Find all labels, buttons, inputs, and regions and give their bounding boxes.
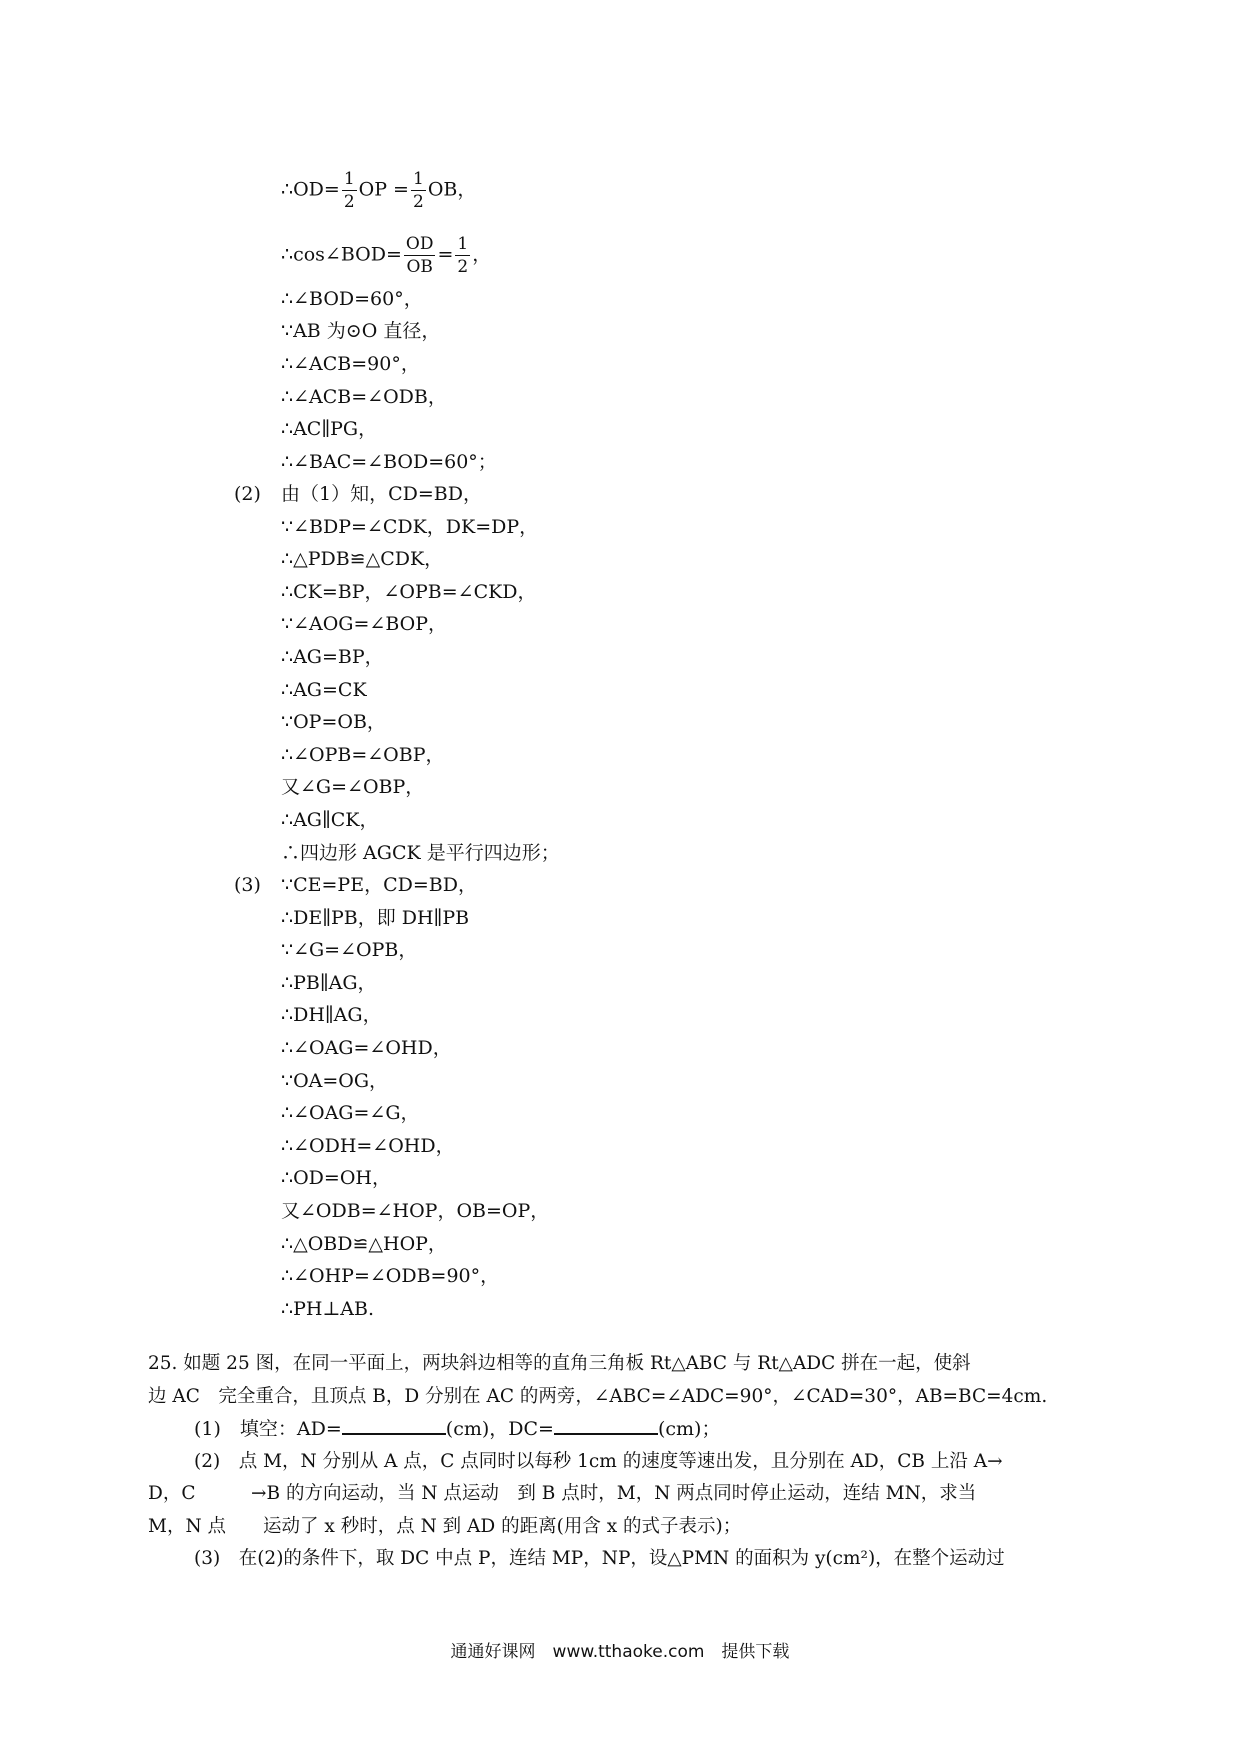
proof-line: ∴四边形 AGCK 是平行四边形；: [281, 842, 560, 864]
proof-line: ∵CE=PE，CD=BD，: [281, 874, 477, 896]
proof-line: ∴OD=OH，: [281, 1167, 391, 1189]
numerator: 1: [412, 169, 424, 189]
proof-line: ∵∠G=∠OPB，: [281, 939, 418, 961]
fraction: [342, 168, 357, 213]
denominator: 2: [343, 192, 355, 212]
proof-line: ∴AG=CK: [281, 679, 367, 701]
proof-line: ∴∠ODH=∠OHD，: [281, 1135, 455, 1157]
proof-line: ∴∠ACB=90°，: [281, 353, 420, 375]
eq-text: ∴cos∠BOD=: [281, 243, 402, 266]
eq-text: ，: [472, 243, 492, 266]
proof-line: ∴∠OAG=∠OHD，: [281, 1037, 452, 1059]
proof-line: ∵OP=OB，: [281, 711, 386, 733]
proof-line: 由（1）知，CD=BD，: [281, 483, 482, 505]
proof-line: ∴PB∥AG，: [281, 972, 377, 994]
equation-cos: [281, 233, 491, 278]
question-25-line1: 25. 如题 25 图，在同一平面上，两块斜边相等的直角三角板 Rt△ABC 与 Rt△ADC 拼在一起，使斜: [148, 1353, 971, 1374]
proof-line: ∴∠OPB=∠OBP，: [281, 744, 445, 766]
proof-line: ∴∠OHP=∠ODB=90°，: [281, 1265, 500, 1287]
proof-line: ∵∠AOG=∠BOP，: [281, 613, 447, 635]
proof-line: ∴CK=BP，∠OPB=∠CKD，: [281, 581, 537, 603]
answer-blank-ad[interactable]: [342, 1417, 446, 1435]
numerator: OD: [405, 234, 434, 254]
fraction: [455, 233, 470, 278]
proof-line: ∴∠BOD=60°，: [281, 288, 423, 310]
proof-line: ∵AB 为⊙O 直径，: [281, 320, 441, 342]
proof-line: ∴PH⊥AB.: [281, 1298, 375, 1320]
sub1-text: (1) 填空：AD=: [194, 1418, 342, 1440]
proof-line: ∴AG=BP，: [281, 646, 384, 668]
denominator: 2: [457, 257, 469, 277]
sub1-text: (cm)，DC=: [445, 1418, 554, 1440]
proof-line: ∴AC∥PG，: [281, 418, 378, 440]
proof-line: ∴∠ACB=∠ODB，: [281, 386, 447, 408]
fraction: [411, 168, 426, 213]
question-25-sub1: [194, 1416, 720, 1442]
denominator: 2: [412, 192, 424, 212]
proof-line: ∴△PDB≌△CDK，: [281, 548, 444, 570]
proof-line: 又∠ODB=∠HOP，OB=OP，: [281, 1200, 550, 1222]
proof-line: ∴∠BAC=∠BOD=60°；: [281, 451, 497, 473]
eq-text: ∴OD=: [281, 178, 340, 201]
question-25-sub2-line1: (2) 点 M，N 分别从 A 点，C 点同时以每秒 1cm 的速度等速出发，且分别在 AD，CB 上沿 A→: [194, 1451, 1003, 1472]
proof-line: ∵OA=OG，: [281, 1070, 389, 1092]
proof-line: ∴AG∥CK，: [281, 809, 379, 831]
equation-od: [281, 168, 476, 213]
proof-line: 又∠G=∠OBP，: [281, 776, 425, 798]
fraction: [404, 233, 436, 278]
question-25-sub2-line2: D，C →B 的方向运动，当 N 点运动 到 B 点时，M，N 两点同时停止运动，连结 MN，求当: [148, 1483, 977, 1504]
question-25-sub3-line1: (3) 在(2)的条件下，取 DC 中点 P，连结 MP，NP，设△PMN 的面积为 y(cm²)，在整个运动过: [194, 1548, 1005, 1569]
numerator: 1: [343, 169, 355, 189]
eq-text: OP =: [358, 178, 409, 201]
denominator: OB: [406, 257, 433, 277]
eq-text: =: [437, 243, 454, 266]
proof-line: ∴∠OAG=∠G，: [281, 1102, 420, 1124]
proof-line: ∵∠BDP=∠CDK，DK=DP，: [281, 516, 539, 538]
proof-line: ∴DH∥AG，: [281, 1004, 382, 1026]
numerator: 1: [457, 234, 469, 254]
part-number: (3): [234, 874, 261, 896]
proof-line: ∴DE∥PB，即 DH∥PB: [281, 907, 470, 929]
part-number: (2): [234, 483, 261, 505]
eq-text: OB，: [427, 178, 477, 201]
proof-line: ∴△OBD≌△HOP，: [281, 1233, 447, 1255]
question-25-sub2-line3: M，N 点 运动了 x 秒时，点 N 到 AD 的距离(用含 x 的式子表示)；: [148, 1516, 742, 1537]
sub1-text: (cm)；: [657, 1418, 721, 1440]
question-25-line2: 边 AC 完全重合，且顶点 B，D 分别在 AC 的两旁，∠ABC=∠ADC=90°，∠CAD=30°，AB=BC=4cm.: [148, 1386, 1048, 1407]
page-footer: 通通好课网 www.tthaoke.com 提供下载: [450, 1642, 790, 1662]
answer-blank-dc[interactable]: [554, 1417, 658, 1435]
